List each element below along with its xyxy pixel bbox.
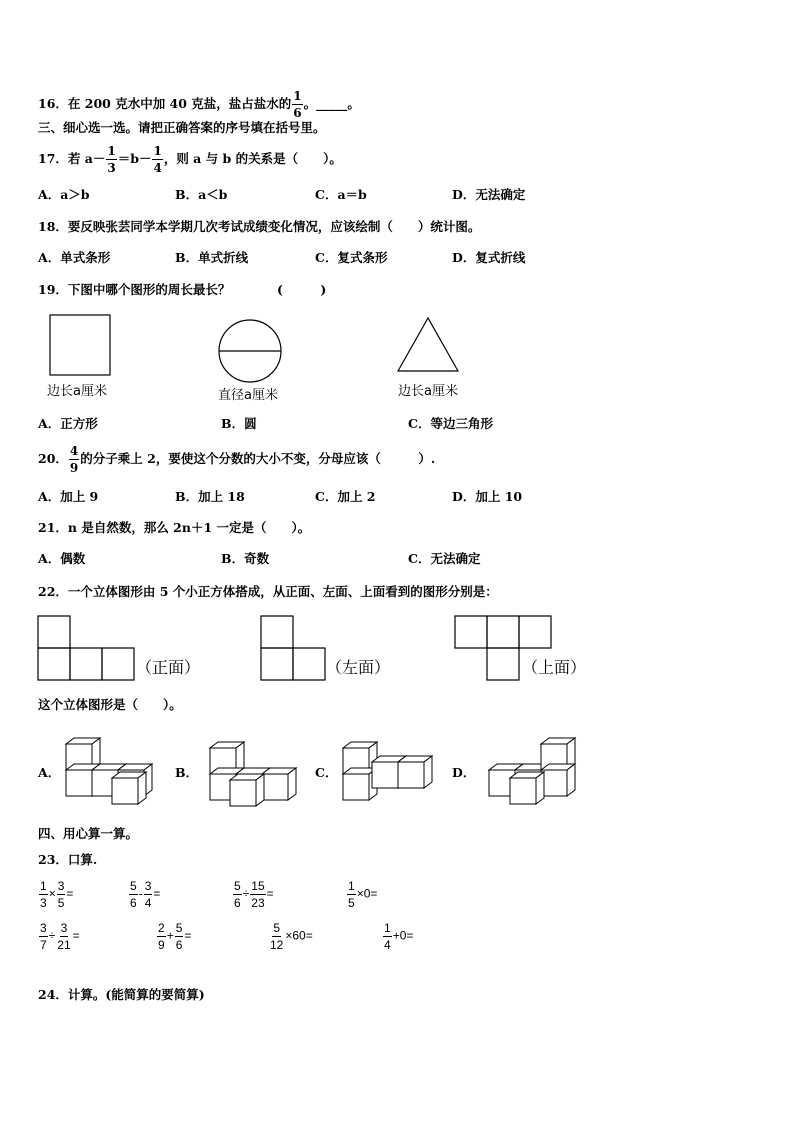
calc-frac-num: 1 (384, 921, 391, 935)
calc-tail: = (266, 886, 274, 901)
calc-tail: = (72, 928, 80, 943)
calc-frac-den: 21 (57, 938, 71, 952)
question-22: 22．一个立体图形由 5 个小正方体搭成，从正面、左面、上面看到的图形分别是： (38, 584, 498, 599)
calc-frac-den: 6 (234, 896, 241, 910)
calc-operator: - (138, 886, 143, 901)
left-view-label: （左面） (326, 658, 391, 677)
question-23-title: 23．口算. (38, 852, 98, 867)
q17-f1-den: 3 (107, 161, 116, 175)
calc-frac-den: 6 (175, 938, 183, 952)
section-4-heading: 四、用心算一算。 (38, 826, 139, 841)
calc-item[interactable] (38, 880, 73, 909)
calc-frac-den: 4 (384, 938, 391, 952)
calc-fraction (39, 880, 48, 909)
q21-option-a[interactable]: A．偶数 (38, 551, 86, 566)
calc-fraction (129, 880, 138, 909)
question-17 (38, 145, 342, 174)
question-19: 19．下图中哪个图形的周长最长？ (38, 282, 231, 297)
q18-option-d[interactable]: D．复式折线 (452, 250, 526, 265)
calc-fraction (56, 922, 71, 951)
q22-views (0, 614, 794, 684)
q20-frac-num: 4 (69, 444, 79, 458)
calc-frac-num: 2 (158, 921, 165, 935)
q17-option-d[interactable]: D．无法确定 (452, 187, 526, 202)
front-view-figure (38, 616, 134, 680)
calc-frac-den: 4 (144, 896, 152, 910)
q17-suffix: ，则 a 与 b 的关系是（ ）。 (163, 151, 342, 166)
calc-operator: + (166, 928, 174, 943)
q16-frac-den: 6 (293, 106, 302, 120)
calc-tail: +0= (392, 928, 414, 943)
calc-fraction (39, 922, 48, 951)
q22-option-c-label[interactable]: C． (315, 765, 338, 780)
calc-fraction (175, 922, 184, 951)
calc-item[interactable] (156, 922, 191, 951)
question-20 (38, 445, 435, 474)
calc-operator: × (48, 886, 56, 901)
q20-suffix: 的分子乘上 2，要使这个分数的大小不变，分母应该（ ）. (80, 451, 436, 466)
left-view-figure (261, 616, 325, 680)
calc-operator: ÷ (242, 886, 250, 901)
calc-item[interactable] (268, 922, 313, 951)
calc-frac-num: 3 (40, 921, 47, 935)
q22-cube-options (0, 720, 794, 820)
calc-item[interactable] (128, 880, 160, 909)
q17-f2-den: 4 (153, 161, 162, 175)
q22-option-b-label[interactable]: B． (175, 765, 199, 780)
cube-b4 (262, 768, 296, 800)
calc-operator: ÷ (48, 928, 56, 943)
q17-f2-num: 1 (153, 144, 162, 158)
question-24: 24．计算。(能简算的要简算) (38, 987, 205, 1002)
q17-prefix: 17．若 a－ (38, 151, 106, 166)
calc-frac-num: 15 (251, 879, 265, 893)
q20-option-c[interactable]: C．加上 2 (315, 489, 376, 504)
q19-caption-triangle: 边长a厘米 (398, 384, 458, 399)
cube-d4 (541, 764, 575, 796)
calc-frac-num: 3 (60, 921, 68, 935)
q22-question: 这个立体图形是（ ）。 (38, 697, 182, 712)
calc-frac-den: 5 (348, 896, 355, 910)
q20-fraction (69, 445, 79, 474)
q17-mid: ＝b－ (117, 151, 152, 166)
calc-fraction (233, 880, 242, 909)
calc-frac-den: 7 (40, 938, 47, 952)
q22-option-d-label[interactable]: D． (452, 765, 476, 780)
calc-frac-num: 5 (273, 921, 281, 935)
calc-fraction (347, 880, 356, 909)
question-18: 18．要反映张芸同学本学期几次考试成绩变化情况，应该绘制（ ）统计图。 (38, 219, 481, 234)
top-view-label: （上面） (522, 658, 587, 677)
section-3-heading: 三、细心选一选。请把正确答案的序号填在括号里。 (38, 120, 326, 135)
q20-frac-den: 9 (69, 461, 79, 475)
q18-option-a[interactable]: A．单式条形 (38, 250, 111, 265)
question-16 (38, 90, 360, 119)
calc-frac-den: 6 (130, 896, 137, 910)
calc-frac-num: 3 (144, 879, 152, 893)
calc-item[interactable] (346, 880, 377, 909)
q22-option-a-label[interactable]: A． (38, 765, 61, 780)
calc-frac-den: 23 (251, 896, 265, 910)
calc-frac-num: 1 (348, 879, 355, 893)
q18-option-b[interactable]: B．单式折线 (175, 250, 249, 265)
q20-prefix: 20． (38, 451, 68, 466)
q19-answer-paren[interactable]: ( ) (277, 282, 327, 297)
calc-frac-den: 9 (158, 938, 165, 952)
calc-frac-num: 5 (234, 879, 241, 893)
front-view-label: （正面） (136, 658, 201, 677)
cube-b5 (230, 774, 264, 806)
calc-frac-den: 12 (270, 938, 284, 952)
calc-frac-num: 1 (40, 879, 47, 893)
calc-fraction (57, 880, 66, 909)
calc-frac-den: 5 (57, 896, 65, 910)
calc-fraction (157, 922, 166, 951)
q17-fraction-2 (152, 145, 162, 174)
q16-text: 16．在 200 克水中加 40 克盐，盐占盐水的 (38, 96, 292, 111)
q19-caption-circle: 直径a厘米 (218, 388, 278, 403)
calc-fraction (250, 880, 265, 909)
q16-frac-num: 1 (293, 89, 302, 103)
q21-option-c[interactable]: C．无法确定 (408, 551, 481, 566)
cube-d5 (510, 772, 544, 804)
q17-option-a[interactable]: A．a＞b (38, 187, 90, 202)
calc-item[interactable] (382, 922, 413, 951)
q18-option-c[interactable]: C．复式条形 (315, 250, 388, 265)
calc-tail: = (66, 886, 74, 901)
calc-tail: ×0= (356, 886, 378, 901)
q17-option-b[interactable]: B．a＜b (175, 187, 228, 202)
calc-frac-den: 3 (40, 896, 47, 910)
q17-f1-num: 1 (107, 144, 116, 158)
q19-shapes (0, 310, 794, 420)
q20-option-a[interactable]: A．加上 9 (38, 489, 99, 504)
q19-caption-square: 边长a厘米 (47, 384, 107, 399)
calc-frac-num: 5 (175, 921, 183, 935)
q20-option-d[interactable]: D．加上 10 (452, 489, 523, 504)
calc-frac-num: 3 (57, 879, 65, 893)
q21-option-b[interactable]: B．奇数 (221, 551, 270, 566)
q16-answer-blank[interactable]: _____ (316, 96, 348, 111)
calc-fraction (383, 922, 392, 951)
q16-end: 。 (347, 96, 360, 111)
cube-c4 (398, 756, 432, 788)
q20-option-b[interactable]: B．加上 18 (175, 489, 245, 504)
q19-option-c[interactable]: C．等边三角形 (408, 416, 493, 431)
q17-option-c[interactable]: C．a＝b (315, 187, 367, 202)
calc-tail: = (153, 886, 161, 901)
q16-fraction (292, 90, 302, 119)
calc-fraction (269, 922, 284, 951)
calc-frac-num: 5 (130, 879, 137, 893)
calc-item[interactable] (232, 880, 274, 909)
calc-fraction (144, 880, 153, 909)
q17-fraction-1 (106, 145, 116, 174)
q16-suffix: 。 (303, 96, 317, 111)
q19-option-a[interactable]: A．正方形 (38, 416, 98, 431)
calc-tail: = (184, 928, 192, 943)
triangle-shape (398, 318, 458, 371)
question-21: 21．n 是自然数，那么 2n＋1 一定是（ ）。 (38, 520, 311, 535)
calc-item[interactable] (38, 922, 80, 951)
calc-tail: ×60= (285, 928, 313, 943)
cube-a5 (112, 772, 146, 804)
square-shape (50, 315, 110, 375)
q19-option-b[interactable]: B．圆 (221, 416, 257, 431)
